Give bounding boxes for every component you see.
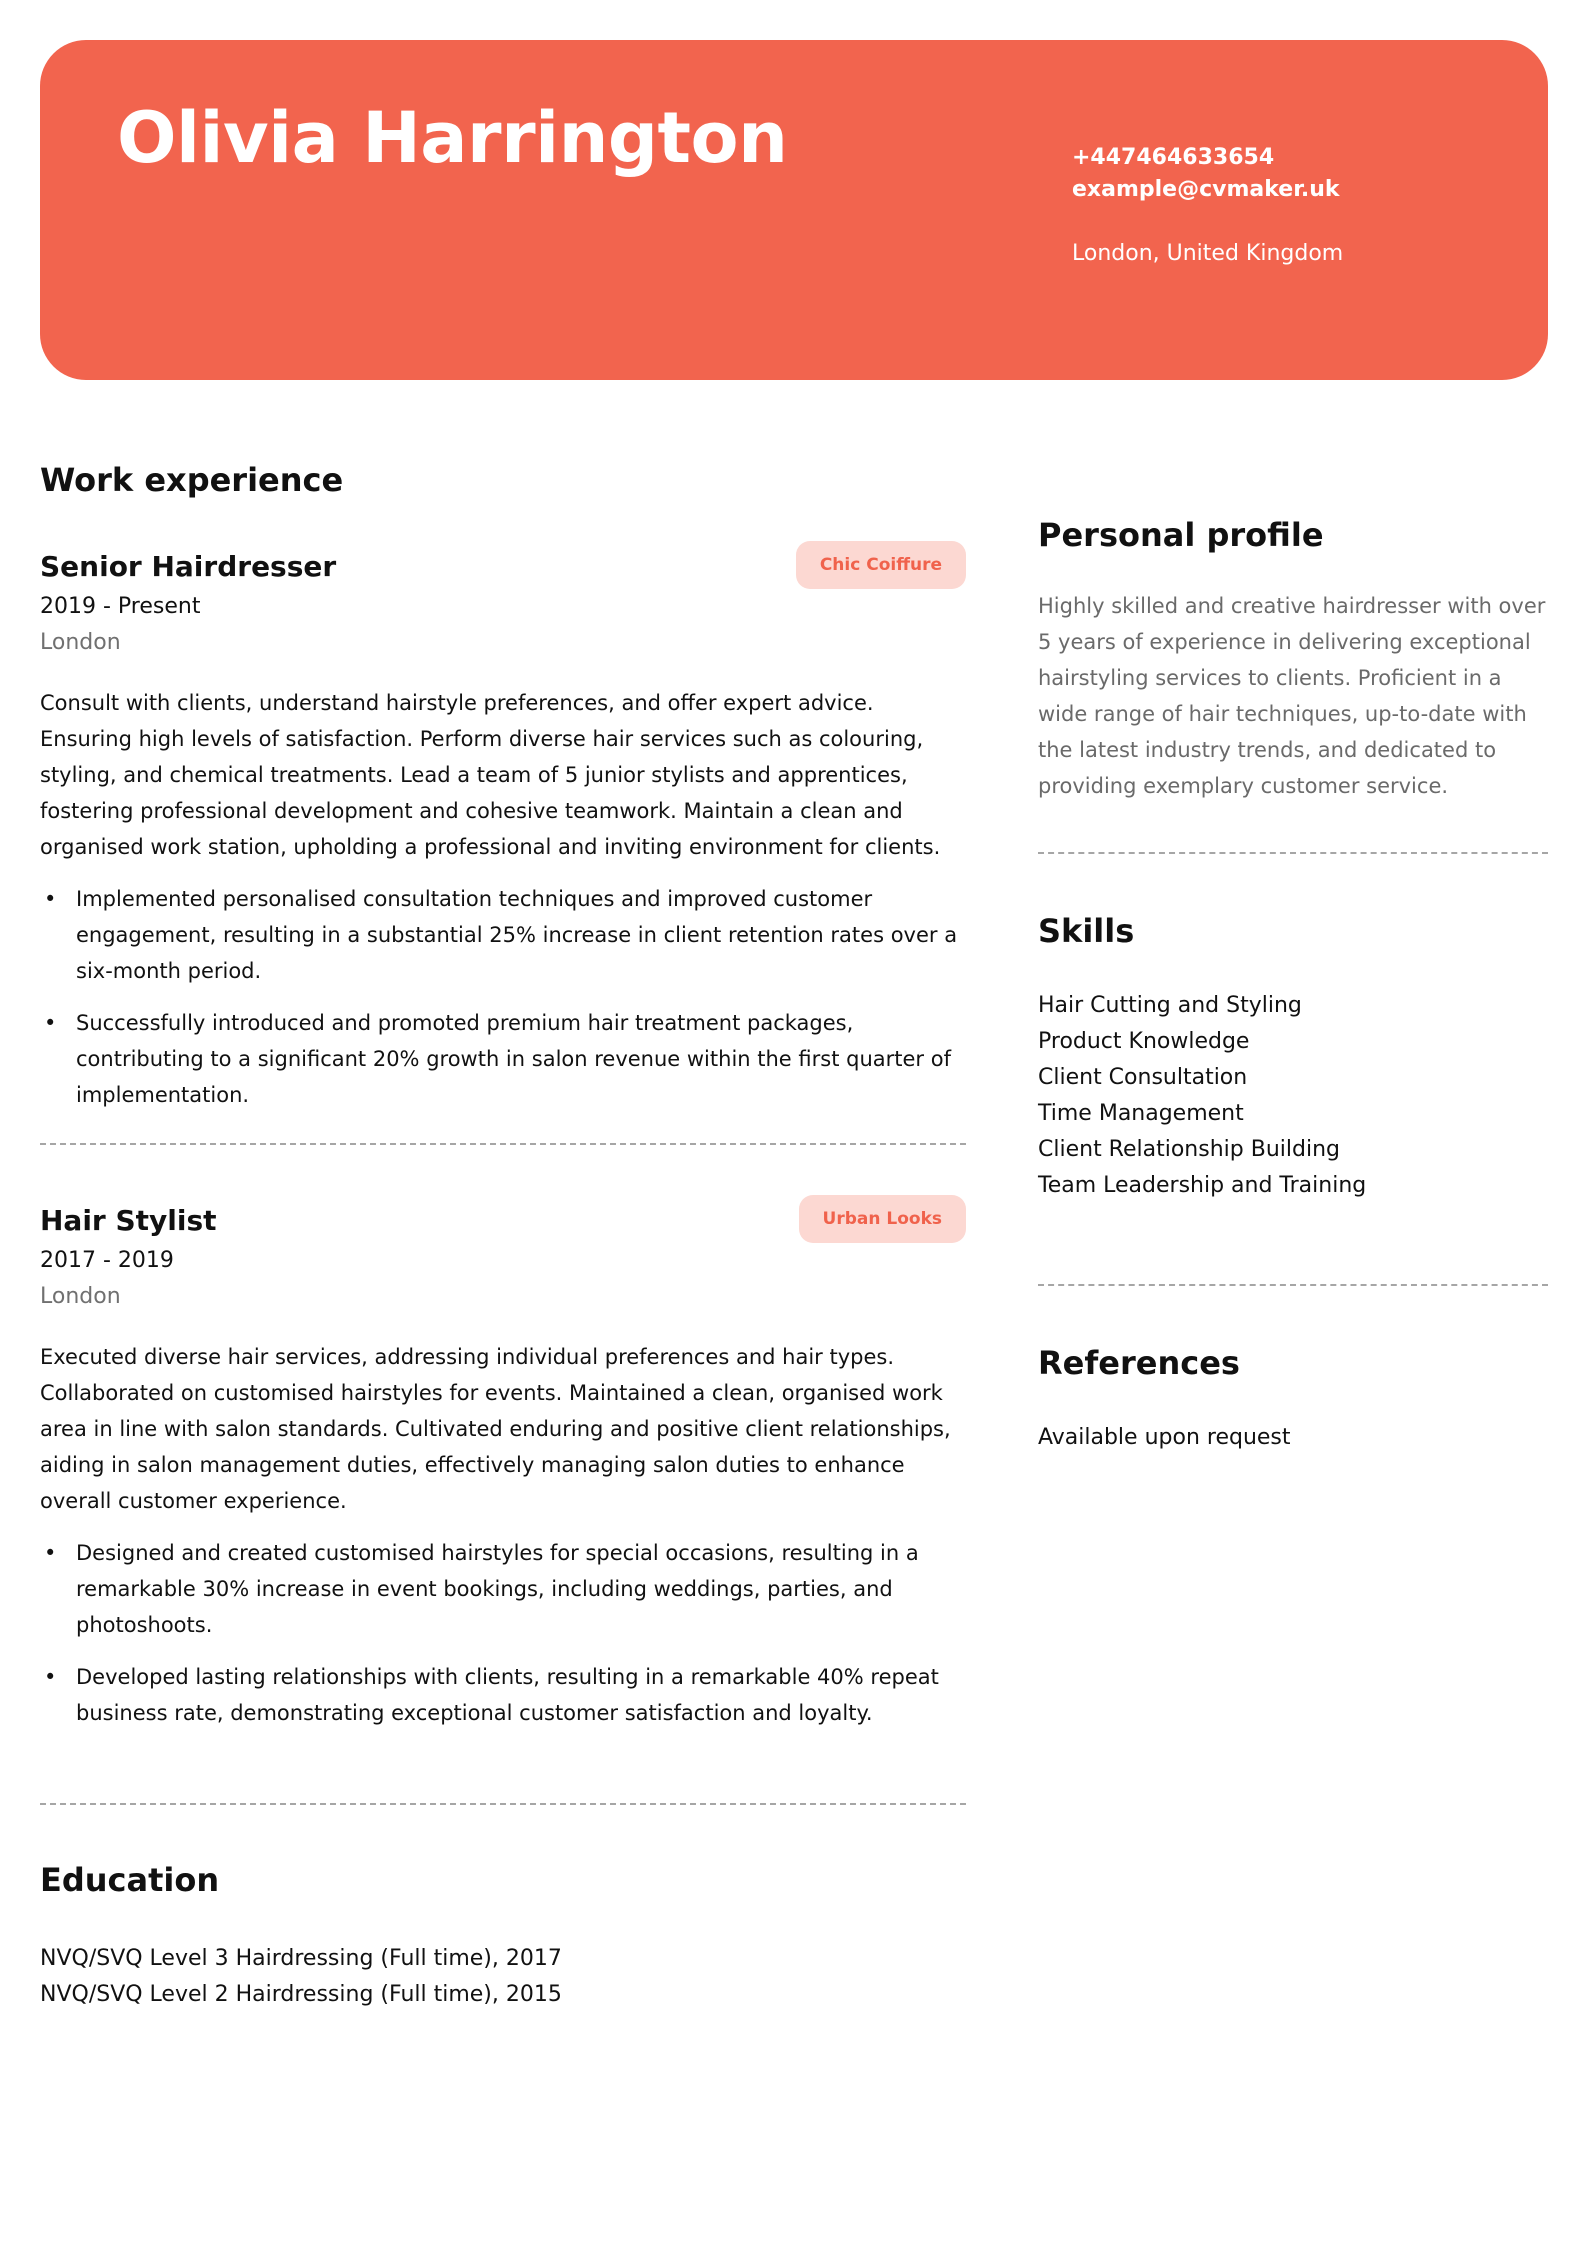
skill-item: Product Knowledge: [1038, 1029, 1250, 1054]
job-location: London: [40, 630, 121, 655]
company-badge: Urban Looks: [799, 1195, 966, 1243]
personal-profile-title: Personal profile: [1038, 516, 1324, 554]
achievement-item: [40, 1005, 966, 1113]
skill-item: Time Management: [1038, 1101, 1244, 1126]
job-entry: [40, 547, 966, 1113]
achievement-list: [40, 1535, 966, 1731]
references-text: Available upon request: [1038, 1425, 1291, 1450]
contact-block: [1072, 142, 1343, 270]
right-column: [1038, 510, 1548, 1456]
achievement-item: [40, 881, 966, 989]
education-list: [40, 1941, 966, 2013]
skill-item: Hair Cutting and Styling: [1038, 993, 1302, 1018]
achievement-item: [40, 1535, 966, 1643]
skills-list: [1038, 988, 1548, 1204]
achievement-text: Developed lasting relationships with clients, resulting in a remarkable 40% repeat business rate, demonstrating exceptional customer satisfaction and loyalty.: [76, 1665, 939, 1725]
achievement-item: [40, 1659, 966, 1731]
section-divider: [40, 1143, 966, 1145]
references-title: References: [1038, 1344, 1240, 1382]
candidate-name: Olivia Harrington: [117, 97, 788, 179]
job-description: Executed diverse hair services, addressing individual preferences and hair types. Collaborated on customised hairstyles for events. Maintained a clean, organised work area in line with salon standards. Cultivated enduring and positive client relationships, aiding in salon management duties, effectively managing salon duties to enhance overall customer experience.: [40, 1345, 951, 1513]
job-title: Hair Stylist: [40, 1204, 217, 1237]
company-badge: Chic Coiffure: [796, 541, 966, 589]
job-dates: 2017 - 2019: [40, 1248, 174, 1273]
header-banner: [40, 40, 1548, 380]
skills-title: Skills: [1038, 912, 1135, 950]
location: London, United Kingdom: [1072, 241, 1344, 266]
section-divider: [1038, 1284, 1548, 1286]
left-column: [40, 455, 966, 2013]
job-location: London: [40, 1284, 121, 1309]
bullet-icon: •: [44, 1541, 57, 1565]
work-experience-title: Work experience: [40, 461, 344, 499]
profile-text: Highly skilled and creative hairdresser with over 5 years of experience in delivering exceptional hairstyling services to clients. Proficient in a wide range of hair techniques, up-to-date with the latest industry trends, and dedicated to providing exemplary customer service.: [1038, 594, 1546, 798]
phone-number[interactable]: +447464633654: [1072, 145, 1275, 170]
bullet-icon: •: [44, 1011, 57, 1035]
section-divider: [1038, 852, 1548, 854]
achievement-text: Successfully introduced and promoted premium hair treatment packages, contributing to a significant 20% growth in salon revenue within the first quarter of implementation.: [76, 1011, 951, 1107]
job-description: Consult with clients, understand hairstyle preferences, and offer expert advice. Ensuring high levels of satisfaction. Perform diverse hair services such as colouring, styling, and chemical treatments. Lead a team of 5 junior stylists and apprentices, fostering professional development and cohesive teamwork. Maintain a clean and organised work station, upholding a professional and inviting environment for clients.: [40, 691, 941, 859]
section-divider: [40, 1803, 966, 1805]
bullet-icon: •: [44, 887, 57, 911]
achievement-text: Designed and created customised hairstyles for special occasions, resulting in a remarkable 30% increase in event bookings, including weddings, parties, and photoshoots.: [76, 1541, 919, 1637]
skill-item: Client Consultation: [1038, 1065, 1248, 1090]
achievement-list: [40, 881, 966, 1113]
job-dates: 2019 - Present: [40, 594, 201, 619]
job-entry: [40, 1201, 966, 1731]
education-item: NVQ/SVQ Level 2 Hairdressing (Full time), 2015: [40, 1982, 562, 2007]
education-title: Education: [40, 1861, 220, 1899]
achievement-text: Implemented personalised consultation techniques and improved customer engagement, resulting in a substantial 25% increase in client retention rates over a six-month period.: [76, 887, 958, 983]
email-address[interactable]: example@cvmaker.uk: [1072, 177, 1340, 202]
skill-item: Team Leadership and Training: [1038, 1173, 1367, 1198]
bullet-icon: •: [44, 1665, 57, 1689]
job-title: Senior Hairdresser: [40, 550, 337, 583]
education-item: NVQ/SVQ Level 3 Hairdressing (Full time), 2017: [40, 1946, 562, 1971]
skill-item: Client Relationship Building: [1038, 1137, 1340, 1162]
